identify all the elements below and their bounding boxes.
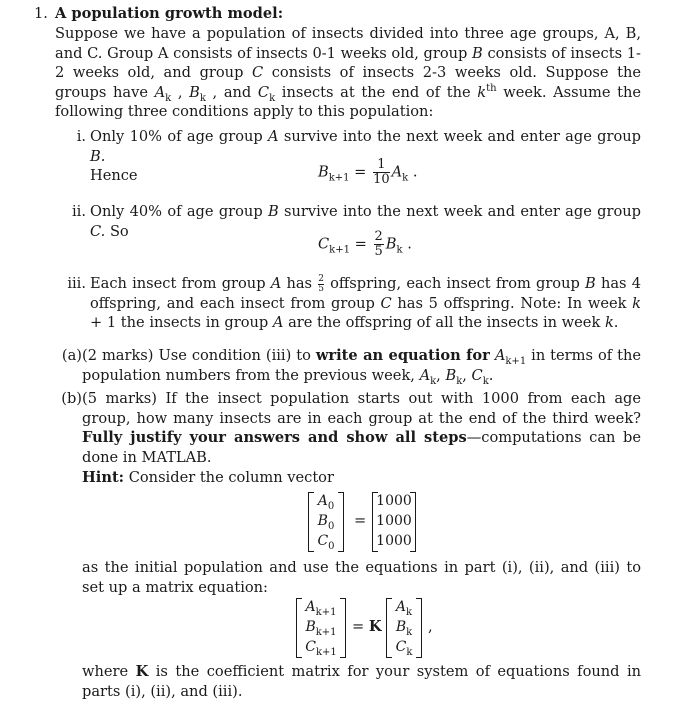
condition-ii-label: ii. [72,203,86,220]
part-b-text: (5 marks) If the insect population starts out with 1000 from each age group, how many insects are in each group at the end of the third week? Fully justify your answers and show all steps—computations can be done in MATLAB. [82,390,641,466]
equation-c-next: $C_{k+1}$ = $\frac{2}{5}$ $B_k$ . [318,229,412,259]
condition-iii-label: iii. [67,275,86,292]
part-b-label: (b) [61,390,82,407]
vector-initial-values: 1000 1000 1000 [376,493,412,549]
coefficient-matrix-k: K [368,618,382,635]
intro-paragraph [55,24,641,122]
vector-initial-symbols: $A_0$ $B_0$ $C_0$ [317,493,335,552]
vector-current-week: $A_k$ $B_k$ $C_k$ [395,599,413,658]
hint-text-3: where K is the coefficient matrix for your system of equations found in parts (i), (ii), and (iii). [82,663,642,700]
equation-b-next: $B_{k+1}$ = $\frac{1}{10}$ $A_k$ . [318,157,418,187]
condition-i-label: i. [76,128,86,145]
hint-line: Hint: Consider the column vector [82,469,334,486]
intro-text: Suppose we have a population of insects divided into three age groups, A, B, and C. Group A consists of insects 0-1 weeks old, group B consists of insects 1-2 weeks old, and group C consists of insects 2-3 weeks old. Suppose the groups have $A_k$ , $B_k$ , and $C_k$ insects at the end of the $k^{th}$ week. Assume the following three conditions apply to this population: [55,25,642,121]
hint-text-2: as the initial population and use the equations in part (i), (ii), and (iii) to set up a matrix equation: [82,559,641,596]
question-number: 1. [34,5,48,22]
part-a-label: (a) [61,347,82,364]
fraction-two-fifths: $\frac{2}{5}$ [374,229,383,259]
condition-i-text: Only 10% of age group A survive into the next week and enter age group B. Hence [90,128,641,185]
vector-next-week: $A_{k+1}$ $B_{k+1}$ $C_{k+1}$ [305,599,337,658]
question-title: A population growth model: [55,5,284,22]
part-a-text: (2 marks) Use condition (iii) to write an equation for $A_{k+1}$ in terms of the population numbers from the previous week, $A_k$, $B_k$, $C_k$. [82,347,642,387]
condition-iii-text: Each insect from group A has $\frac{2}{5}$ offspring, each insect from group B has 4 offspring, and each insect from group C has 5 offspring. Note: In week k + 1 the insects in group A are the offspring of all the insects in week k. [90,273,641,332]
fraction-one-tenth: $\frac{1}{10}$ [373,157,390,187]
condition-ii-text: Only 40% of age group B survive into the next week and enter age group C. So [90,203,642,240]
